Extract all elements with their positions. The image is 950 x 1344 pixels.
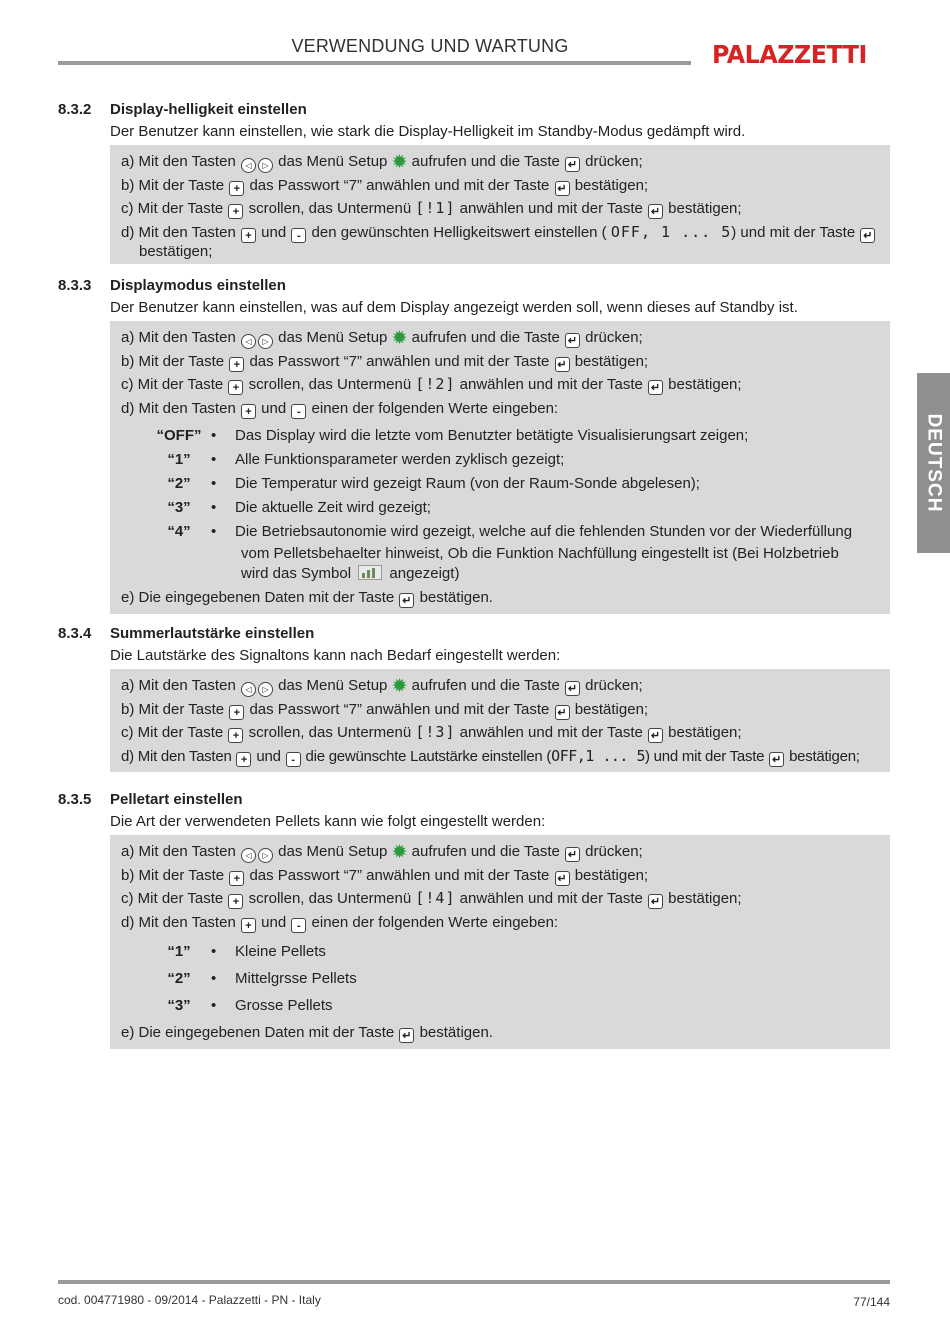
step-e: e) Die eingegebenen Daten mit der Taste ↵ bestätigen. <box>121 589 493 607</box>
minus-key-icon: - <box>291 228 306 243</box>
plus-key-icon: + <box>229 181 244 196</box>
section-title: Summerlautstärke einstellen <box>110 625 315 642</box>
step-d: d) Mit den Tasten + und - die gewünschte Lautstärke einstellen (OFF,1 ... 5) und mit der Taste ↵ bestätigen; <box>121 746 860 766</box>
section-title: Displaymodus einstellen <box>110 277 286 294</box>
language-tab-label: DEUTSCH <box>923 413 945 513</box>
section-number: 8.3.2 <box>58 101 92 118</box>
gear-icon: ✹ <box>391 676 408 697</box>
plus-key-icon: + <box>236 752 251 767</box>
right-arrow-key-icon: ▷ <box>258 334 273 349</box>
minus-key-icon: - <box>291 918 306 933</box>
plus-key-icon: + <box>241 404 256 419</box>
value-range: OFF, 1 ... 5 <box>610 222 732 241</box>
left-arrow-key-icon: ◁ <box>241 682 256 697</box>
enter-key-icon: ↵ <box>648 728 663 743</box>
plus-key-icon: + <box>229 357 244 372</box>
section-intro: Die Art der verwendeten Pellets kann wie folgt eingestellt werden: <box>110 813 546 830</box>
value-range: OFF,1 ... 5 <box>551 746 646 765</box>
step-a: a) Mit den Tasten ◁ ▷ das Menü Setup ✹ aufrufen und die Taste ↵ drücken; <box>121 676 643 697</box>
plus-key-icon: + <box>241 918 256 933</box>
enter-key-icon: ↵ <box>555 357 570 372</box>
section-8-3-3 <box>58 275 890 614</box>
header-rule <box>58 61 691 65</box>
enter-key-icon: ↵ <box>399 593 414 608</box>
value-item: “1” • Alle Funktionsparameter werden zyklisch gezeigt; <box>167 451 565 468</box>
footer-rule <box>58 1280 890 1284</box>
value-list <box>147 424 890 584</box>
gear-icon: ✹ <box>391 152 408 173</box>
step-b: b) Mit der Taste + das Passwort “7” anwählen und mit der Taste ↵ bestätigen; <box>121 866 649 885</box>
value-list <box>147 938 890 1019</box>
minus-key-icon: - <box>291 404 306 419</box>
step-a: a) Mit den Tasten ◁ ▷ das Menü Setup ✹ aufrufen und die Taste ↵ drücken; <box>121 328 643 349</box>
enter-key-icon: ↵ <box>565 333 580 348</box>
left-arrow-key-icon: ◁ <box>241 334 256 349</box>
instructions-box <box>110 669 890 772</box>
value-item: “3” • Grosse Pellets <box>167 997 333 1014</box>
enter-key-icon: ↵ <box>565 157 580 172</box>
section-heading <box>58 275 890 297</box>
right-arrow-key-icon: ▷ <box>258 158 273 173</box>
left-arrow-key-icon: ◁ <box>241 158 256 173</box>
page-header-title: VERWENDUNG UND WARTUNG <box>291 36 569 56</box>
enter-key-icon: ↵ <box>399 1028 414 1043</box>
enter-key-icon: ↵ <box>769 752 784 767</box>
enter-key-icon: ↵ <box>648 380 663 395</box>
wood-mode-symbol-icon <box>358 565 382 580</box>
submenu-code: [!1] <box>415 199 456 217</box>
plus-key-icon: + <box>241 228 256 243</box>
step-b: b) Mit der Taste + das Passwort “7” anwählen und mit der Taste ↵ bestätigen; <box>121 352 649 371</box>
section-heading <box>58 789 890 811</box>
gear-icon: ✹ <box>391 328 408 349</box>
plus-key-icon: + <box>228 380 243 395</box>
section-8-3-2 <box>58 99 890 264</box>
plus-key-icon: + <box>228 894 243 909</box>
section-intro: Der Benutzer kann einstellen, wie stark die Display-Helligkeit im Standby-Modus gedämpft wird. <box>110 123 746 140</box>
section-intro: Die Lautstärke des Signaltons kann nach Bedarf eingestellt werden: <box>110 647 561 664</box>
step-c: c) Mit der Taste + scrollen, das Untermenü [!2] anwählen und mit der Taste ↵ bestätigen; <box>121 375 742 394</box>
step-a: a) Mit den Tasten ◁ ▷ das Menü Setup ✹ aufrufen und die Taste ↵ drücken; <box>121 152 643 173</box>
value-item: “3” • Die aktuelle Zeit wird gezeigt; <box>167 499 431 516</box>
enter-key-icon: ↵ <box>648 894 663 909</box>
enter-key-icon: ↵ <box>648 204 663 219</box>
gear-icon: ✹ <box>391 842 408 863</box>
section-heading <box>58 623 890 645</box>
value-item: “OFF” • Das Display wird die letzte vom Benutzter betätigte Visualisierungsart zeigen; <box>156 427 749 444</box>
brand-logo: PALAZZETTI <box>712 40 867 69</box>
plus-key-icon: + <box>228 204 243 219</box>
step-b: b) Mit der Taste + das Passwort “7” anwählen und mit der Taste ↵ bestätigen; <box>121 700 649 719</box>
step-d: d) Mit den Tasten + und - einen der folgenden Werte eingeben: <box>121 399 559 418</box>
section-intro: Der Benutzer kann einstellen, was auf dem Display angezeigt werden soll, wenn dieses auf Standby ist. <box>110 299 798 316</box>
section-heading <box>58 99 890 121</box>
value-item: “2” • Die Temperatur wird gezeigt Raum (von der Raum-Sonde abgelesen); <box>167 475 700 492</box>
enter-key-icon: ↵ <box>555 181 570 196</box>
plus-key-icon: + <box>229 871 244 886</box>
enter-key-icon: ↵ <box>555 705 570 720</box>
enter-key-icon: ↵ <box>565 681 580 696</box>
enter-key-icon: ↵ <box>555 871 570 886</box>
section-number: 8.3.5 <box>58 791 92 808</box>
plus-key-icon: + <box>228 728 243 743</box>
right-arrow-key-icon: ▷ <box>258 848 273 863</box>
section-number: 8.3.4 <box>58 625 92 642</box>
language-tab <box>917 373 950 553</box>
submenu-code: [!2] <box>415 375 456 393</box>
section-number: 8.3.3 <box>58 277 92 294</box>
value-item: “2” • Mittelgrsse Pellets <box>167 970 357 987</box>
step-d: d) Mit den Tasten + und - den gewünschten Helligkeitswert einstellen ( OFF, 1 ... 5) und mit der Taste ↵ bestätigen; <box>121 221 890 261</box>
section-8-3-5 <box>58 789 890 1049</box>
instructions-box <box>110 145 890 264</box>
step-c: c) Mit der Taste + scrollen, das Untermenü [!3] anwählen und mit der Taste ↵ bestätigen; <box>121 723 742 742</box>
plus-key-icon: + <box>229 705 244 720</box>
enter-key-icon: ↵ <box>565 847 580 862</box>
left-arrow-key-icon: ◁ <box>241 848 256 863</box>
instructions-box <box>110 835 890 1049</box>
right-arrow-key-icon: ▷ <box>258 682 273 697</box>
step-a: a) Mit den Tasten ◁ ▷ das Menü Setup ✹ aufrufen und die Taste ↵ drücken; <box>121 842 643 863</box>
step-c: c) Mit der Taste + scrollen, das Untermenü [!4] anwählen und mit der Taste ↵ bestätigen; <box>121 889 742 908</box>
section-title: Pelletart einstellen <box>110 791 243 808</box>
submenu-code: [!4] <box>415 889 456 907</box>
instructions-box <box>110 321 890 614</box>
step-c: c) Mit der Taste + scrollen, das Untermenü [!1] anwählen und mit der Taste ↵ bestätigen; <box>121 199 742 218</box>
value-item: “4” • Die Betriebsautonomie wird gezeigt, welche auf die fehlenden Stunden vor der Wiederfüllung vom Pelletsbehaelter hinweist, Ob die Funktion Nachfüllung eingestellt ist (Bei Holzbetrieb wird das Symbol angezeigt) <box>167 523 853 582</box>
footer-document-code: cod. 004771980 - 09/2014 - Palazzetti - PN - Italy <box>58 1293 321 1307</box>
section-8-3-4 <box>58 623 890 772</box>
minus-key-icon: - <box>286 752 301 767</box>
footer-page-number: 77/144 <box>853 1295 890 1309</box>
step-b: b) Mit der Taste + das Passwort “7” anwählen und mit der Taste ↵ bestätigen; <box>121 176 649 195</box>
step-d: d) Mit den Tasten + und - einen der folgenden Werte eingeben: <box>121 913 559 932</box>
enter-key-icon: ↵ <box>860 228 875 243</box>
step-e: e) Die eingegebenen Daten mit der Taste ↵ bestätigen. <box>121 1024 493 1042</box>
value-item: “1” • Kleine Pellets <box>167 943 326 960</box>
section-title: Display-helligkeit einstellen <box>110 101 307 118</box>
submenu-code: [!3] <box>415 723 456 741</box>
